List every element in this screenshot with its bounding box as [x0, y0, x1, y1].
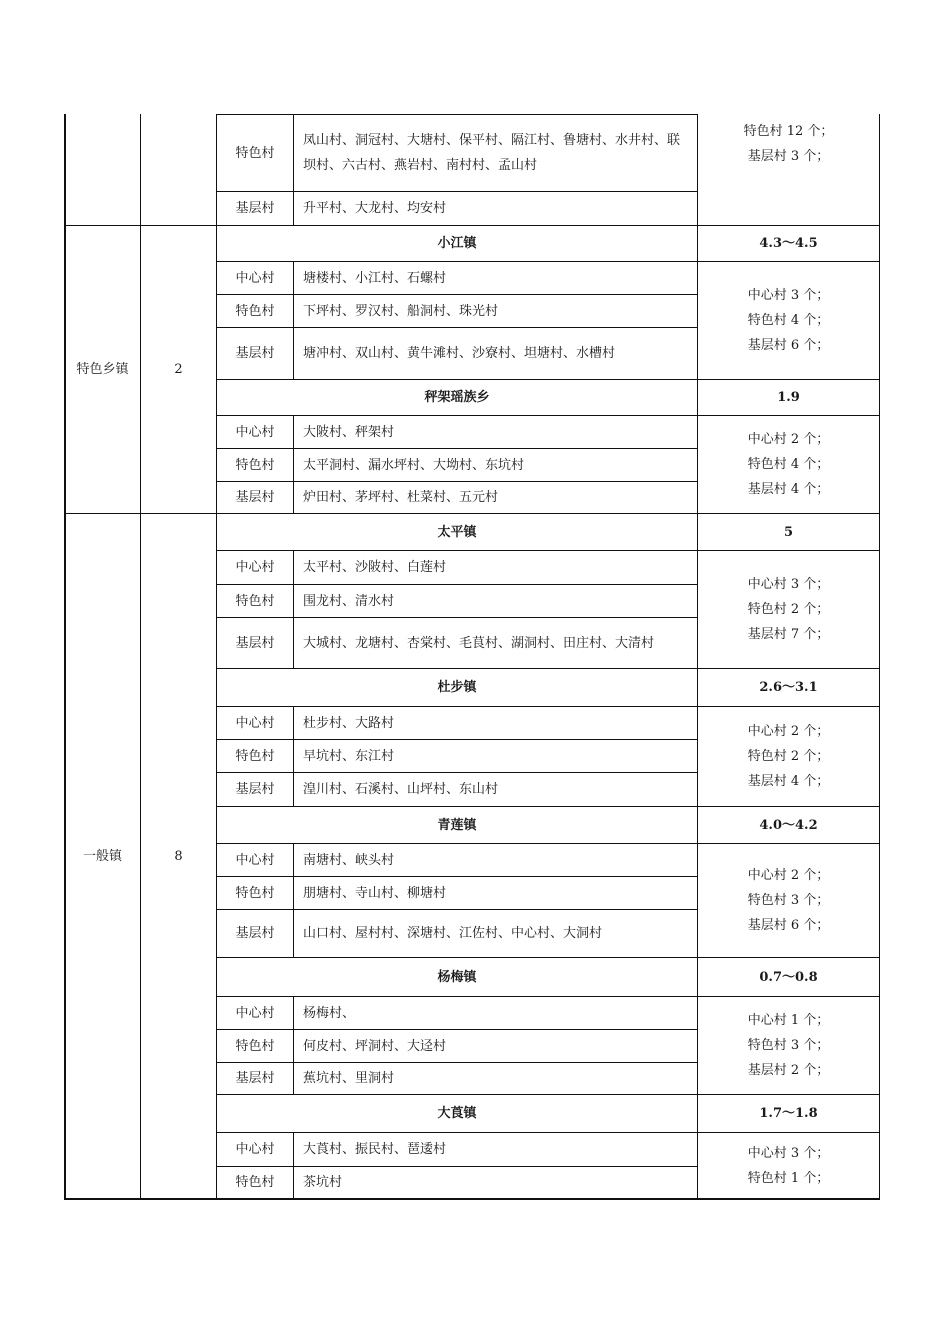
village-summary-cell [698, 114, 879, 174]
town-value-cell: 4.3～4.5 [759, 236, 818, 251]
town-name-cell: 太平镇 [437, 524, 477, 540]
town-value-cell: 0.7～0.8 [759, 969, 818, 985]
summary-line: 基层村 2 个； [747, 1063, 830, 1078]
village-type-cell: 基层村 [235, 490, 275, 505]
summary-line: 基层村 3 个； [747, 149, 830, 164]
village-type-cell: 特色村 [235, 1038, 275, 1054]
category-cell: 一般镇 [82, 848, 122, 864]
town-name-cell: 杜步镇 [437, 680, 477, 695]
summary-line: 特色村 12 个； [743, 124, 834, 139]
village-list-cell: 何皮村、坪洞村、大迳村 [303, 1038, 447, 1054]
summary-line: 特色村 1 个； [747, 1170, 830, 1186]
town-name-cell: 秤架瑶族乡 [424, 390, 490, 405]
village-list-cell: 杨梅村、 [303, 1005, 356, 1021]
category-cell: 特色乡镇 [76, 362, 129, 377]
village-type-cell: 中心村 [235, 560, 275, 575]
town-name-cell: 青莲镇 [437, 817, 477, 833]
village-type-cell: 基层村 [235, 635, 275, 651]
village-list-cell: 围龙村、清水村 [303, 593, 395, 609]
summary-line: 中心村 2 个； [747, 432, 830, 447]
village-type-cell: 中心村 [235, 715, 275, 731]
village-list-cell: 太平村、沙陂村、白莲村 [303, 560, 447, 575]
village-summary-cell [698, 707, 879, 806]
summary-line: 中心村 2 个； [747, 724, 830, 739]
count-cell: 2 [174, 362, 183, 377]
summary-line: 中心村 2 个； [747, 868, 830, 883]
summary-line: 特色村 3 个； [747, 1038, 830, 1053]
village-type-cell: 中心村 [235, 1005, 275, 1021]
village-list-cell: 蕉坑村、里洞村 [303, 1071, 395, 1086]
summary-line: 中心村 3 个； [747, 577, 830, 592]
village-list-cell: 大城村、龙塘村、杏棠村、毛茛村、湖洞村、田庄村、大清村 [303, 635, 655, 651]
village-type-cell: 特色村 [235, 1175, 275, 1190]
town-name-cell: 大莨镇 [437, 1106, 477, 1121]
village-type-cell: 特色村 [235, 457, 275, 473]
village-list-cell: 升平村、大龙村、均安村 [303, 201, 447, 216]
village-list-cell: 塘楼村、小江村、石螺村 [303, 270, 447, 286]
village-list-cell: 炉田村、茅坪村、杜菜村、五元村 [303, 490, 499, 505]
town-value-cell: 1.9 [777, 390, 800, 405]
table-border-right [879, 114, 880, 1200]
summary-line: 特色村 2 个； [747, 602, 830, 617]
village-type-cell: 特色村 [235, 303, 275, 319]
village-list-cell: 大莨村、振民村、琶逶村 [303, 1142, 447, 1157]
village-summary-cell [698, 262, 879, 379]
summary-line: 中心村 3 个； [747, 288, 830, 303]
village-list-cell: 凤山村、洞冠村、大塘村、保平村、隔江村、鲁塘村、水井村、联坝村、六古村、燕岩村、南村村、孟山村 [303, 133, 681, 173]
village-type-cell: 特色村 [235, 593, 275, 609]
village-type-cell: 中心村 [235, 270, 275, 286]
table-border-bottom [64, 1198, 880, 1200]
village-type-cell: 特色村 [235, 748, 275, 764]
village-list-cell: 早坑村、东江村 [303, 748, 395, 764]
town-name-cell: 小江镇 [437, 236, 477, 251]
village-list-cell: 大陂村、秤架村 [303, 424, 395, 440]
village-summary-cell [698, 997, 879, 1094]
count-cell: 8 [174, 848, 183, 864]
village-summary-cell [698, 416, 879, 513]
summary-line: 特色村 2 个； [747, 749, 830, 764]
village-list-cell: 朋塘村、寺山村、柳塘村 [303, 885, 447, 901]
village-type-cell: 基层村 [235, 346, 275, 361]
summary-line: 基层村 4 个； [747, 774, 830, 789]
village-list-cell: 南塘村、峡头村 [303, 852, 395, 868]
village-type-cell: 中心村 [235, 1142, 275, 1157]
village-list-cell: 杜步村、大路村 [303, 715, 395, 731]
summary-line: 特色村 3 个； [747, 893, 830, 908]
town-value-cell: 5 [783, 524, 794, 540]
village-type-cell: 基层村 [235, 782, 275, 797]
village-type-cell: 中心村 [235, 852, 275, 868]
summary-line: 特色村 4 个； [747, 313, 830, 328]
village-type-cell: 基层村 [235, 201, 275, 216]
village-list-cell: 茶坑村 [303, 1175, 343, 1190]
village-list-cell: 下坪村、罗汉村、船洞村、珠光村 [303, 303, 499, 319]
summary-line: 基层村 6 个； [747, 338, 830, 353]
town-name-cell: 杨梅镇 [437, 969, 477, 985]
village-list-cell: 太平洞村、漏水坪村、大坳村、东坑村 [303, 457, 525, 473]
town-value-cell: 4.0～4.2 [759, 817, 818, 833]
village-type-cell: 基层村 [235, 1071, 275, 1086]
village-summary-cell [698, 1133, 879, 1198]
village-list-cell: 塘冲村、双山村、黄牛滩村、沙寮村、坦塘村、水槽村 [303, 346, 616, 361]
summary-line: 中心村 3 个； [747, 1145, 830, 1161]
summary-line: 基层村 4 个； [747, 482, 830, 497]
village-list-cell: 山口村、屋村村、深塘村、江佐村、中心村、大洞村 [303, 926, 603, 941]
summary-line: 基层村 7 个； [747, 627, 830, 642]
village-summary-cell [698, 844, 879, 957]
town-value-cell: 1.7～1.8 [759, 1106, 818, 1121]
village-type-cell: 中心村 [235, 424, 275, 440]
town-value-cell: 2.6～3.1 [759, 680, 818, 695]
summary-line: 中心村 1 个； [747, 1013, 830, 1028]
village-type-cell: 基层村 [235, 926, 275, 941]
summary-line: 基层村 6 个； [747, 918, 830, 933]
village-list-cell: 湟川村、石溪村、山坪村、东山村 [303, 782, 499, 797]
village-summary-cell [698, 551, 879, 668]
village-type-cell: 特色村 [235, 145, 275, 161]
village-type-cell: 特色村 [235, 885, 275, 901]
summary-line: 特色村 4 个； [747, 457, 830, 472]
